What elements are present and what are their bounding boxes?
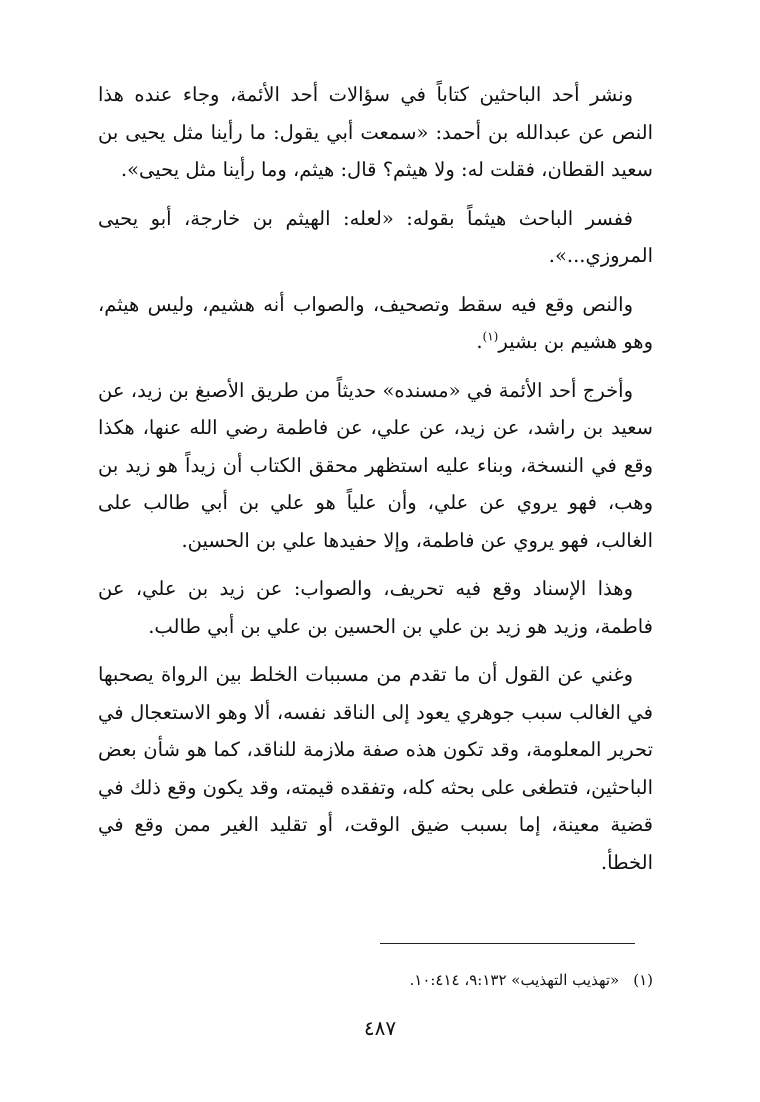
page-number: ٤٨٧ (363, 1016, 397, 1040)
paragraph-4: وأخرج أحد الأئمة في «مسنده» حديثاً من طريق الأصبغ بن زيد، عن سعيد بن راشد، عن زيد، عن علي، عن فاطمة رضي الله عنها، هكذا وقع في النسخة، وبناء عليه استظهر محقق الكتاب أن زيداً هو زيد بن وهب، فهو يروي عن علي، وأن علياً هو علي بن أبي طالب على الغالب، فهو يروي عن فاطمة، وإلا حفيدها علي بن الحسين. (98, 378, 653, 552)
footnote-number: (١) (633, 971, 653, 989)
main-text (98, 76, 653, 892)
paragraph-3-text: والنص وقع فيه سقط وتصحيف، والصواب أنه هشيم، وليس هيثم، وهو هشيم بن بشير (98, 292, 653, 353)
paragraph-2: ففسر الباحث هيثماً بقوله: «لعله: الهيثم بن خارجة، أبو يحيى المروزي...». (98, 206, 653, 267)
footnote-divider (380, 943, 635, 944)
footnote (98, 966, 653, 994)
paragraph-6: وغني عن القول أن ما تقدم من مسببات الخلط بين الرواة يصحبها في الغالب سبب جوهري يعود إلى الناقد نفسه، ألا وهو الاستعجال في تحرير المعلومة، وقد تكون هذه صفة ملازمة للناقد، كما هو شأن بعض الباحثين، فتطغى على بحثه كله، وتفقده قيمته، وقد يكون وقع ذلك في قضية معينة، إما بسبب ضيق الوقت، أو تقليد الغير ممن وقع في الخطأ. (98, 663, 653, 874)
paragraph-1: ونشر أحد الباحثين كتاباً في سؤالات أحد الأئمة، وجاء عنده هذا النص عن عبدالله بن أحمد: «سمعت أبي يقول: ما رأينا مثل يحيى بن سعيد القطان، فقلت له: ولا هيثم؟ قال: هيثم، وما رأينا مثل يحيى». (98, 83, 653, 181)
footnote-reference: (١) (482, 329, 499, 344)
paragraph-3-end: . (476, 330, 483, 353)
paragraph-5: وهذا الإسناد وقع فيه تحريف، والصواب: عن زيد بن علي، عن فاطمة، وزيد هو زيد بن علي بن الحسين بن علي بن أبي طالب. (98, 577, 653, 638)
footnote-text: «تهذيب التهذيب» ٩:١٣٢، ١٠:٤١٤. (409, 971, 620, 989)
paragraph-3 (98, 286, 653, 361)
